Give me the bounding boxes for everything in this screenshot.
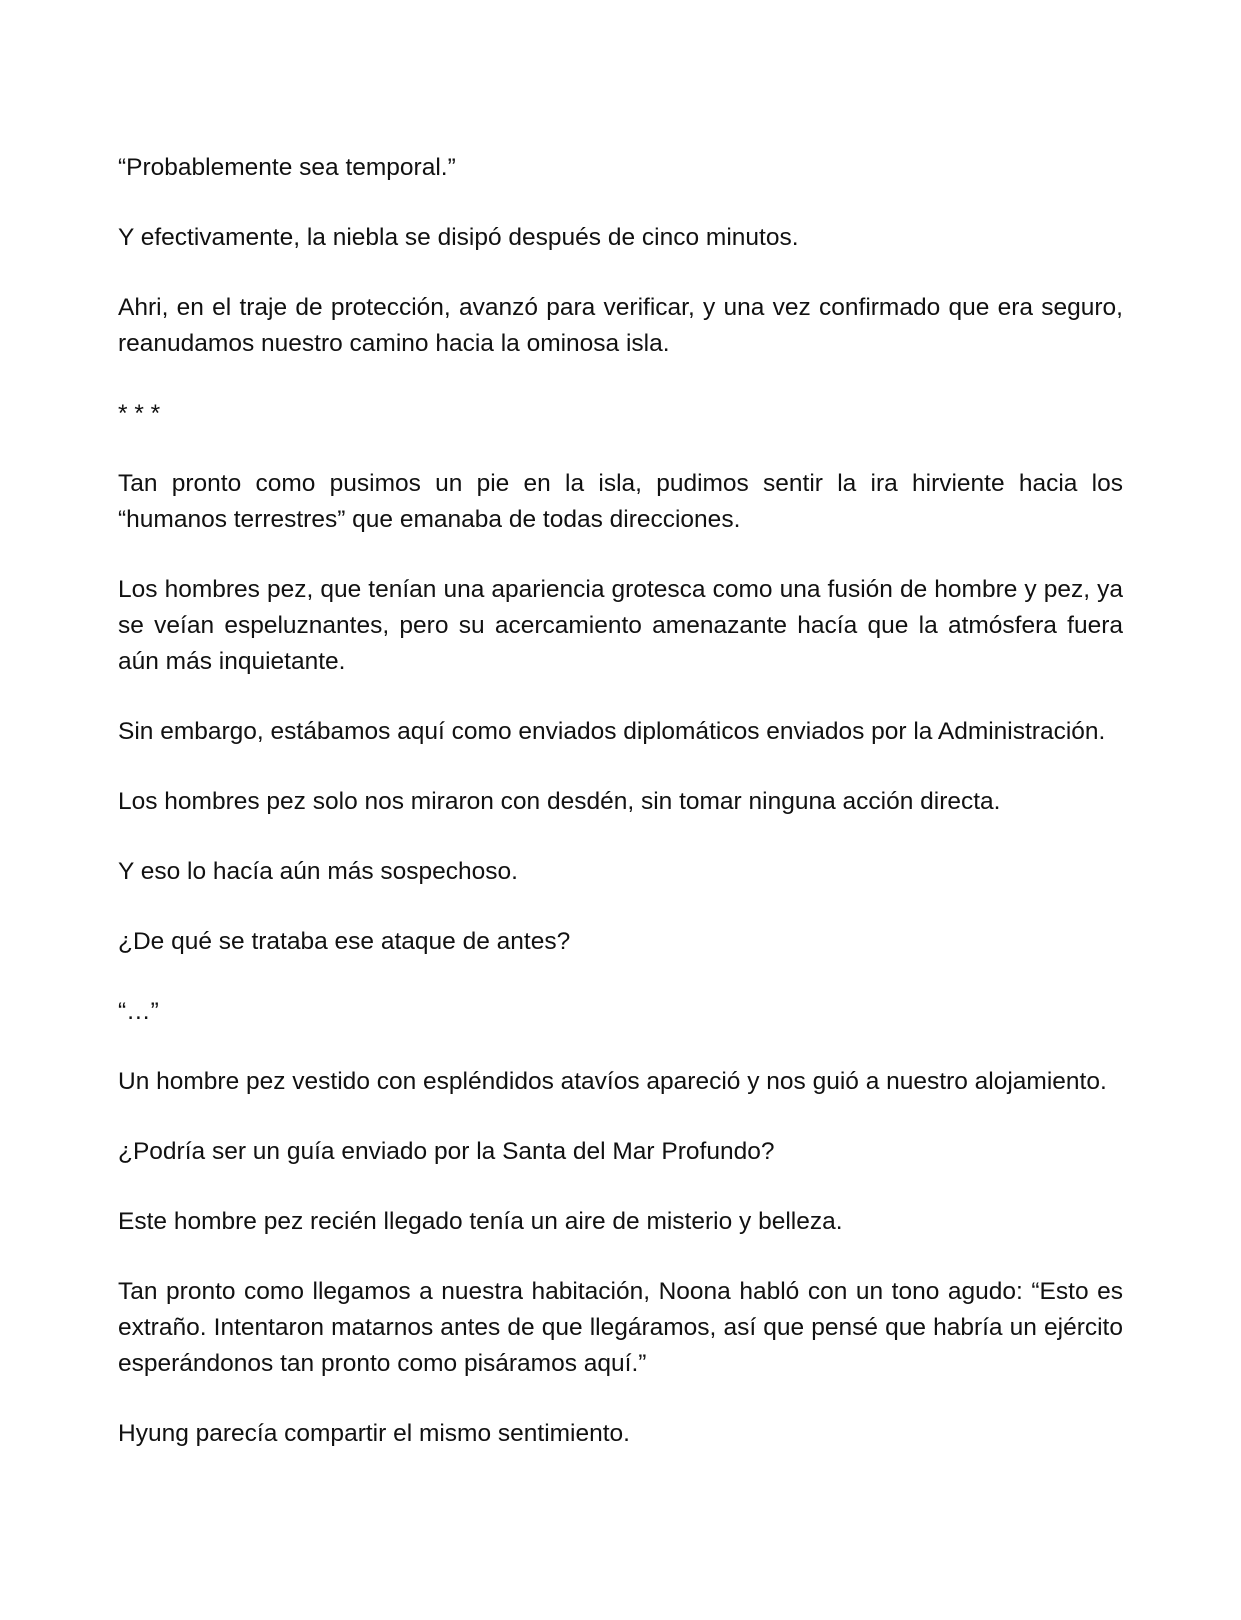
paragraph-13: ¿Podría ser un guía enviado por la Santa del Mar Profundo? <box>118 1138 775 1165</box>
paragraph-10: ¿De qué se trataba ese ataque de antes? <box>118 928 571 955</box>
scene-break: * * * <box>118 400 161 427</box>
document-body <box>118 150 1123 1486</box>
paragraph-5: Tan pronto como pusimos un pie en la isla, pudimos sentir la ira hirviente hacia los “humanos terrestres” que emanaba de todas direcciones. <box>118 470 1123 533</box>
paragraph-12: Un hombre pez vestido con espléndidos atavíos apareció y nos guió a nuestro alojamiento. <box>118 1068 1107 1095</box>
paragraph-11: “…” <box>118 998 159 1025</box>
paragraph-14: Este hombre pez recién llegado tenía un aire de misterio y belleza. <box>118 1208 843 1235</box>
paragraph-1: “Probablemente sea temporal.” <box>118 154 456 181</box>
paragraph-2: Y efectivamente, la niebla se disipó después de cinco minutos. <box>118 224 799 251</box>
paragraph-6: Los hombres pez, que tenían una apariencia grotesca como una fusión de hombre y pez, ya se veían espeluznantes, pero su acercamiento amenazante hacía que la atmósfera fuera aún más inquietante. <box>118 576 1123 675</box>
paragraph-7: Sin embargo, estábamos aquí como enviados diplomáticos enviados por la Administración. <box>118 718 1106 745</box>
paragraph-15: Tan pronto como llegamos a nuestra habitación, Noona habló con un tono agudo: “Esto es extraño. Intentaron matarnos antes de que llegáramos, así que pensé que habría un ejército esperándonos tan pronto como pisáramos aquí.” <box>118 1278 1123 1377</box>
paragraph-3: Ahri, en el traje de protección, avanzó para verificar, y una vez confirmado que era seguro, reanudamos nuestro camino hacia la ominosa isla. <box>118 294 1123 357</box>
paragraph-16: Hyung parecía compartir el mismo sentimiento. <box>118 1420 630 1447</box>
paragraph-8: Los hombres pez solo nos miraron con desdén, sin tomar ninguna acción directa. <box>118 788 1001 815</box>
paragraph-9: Y eso lo hacía aún más sospechoso. <box>118 858 518 885</box>
